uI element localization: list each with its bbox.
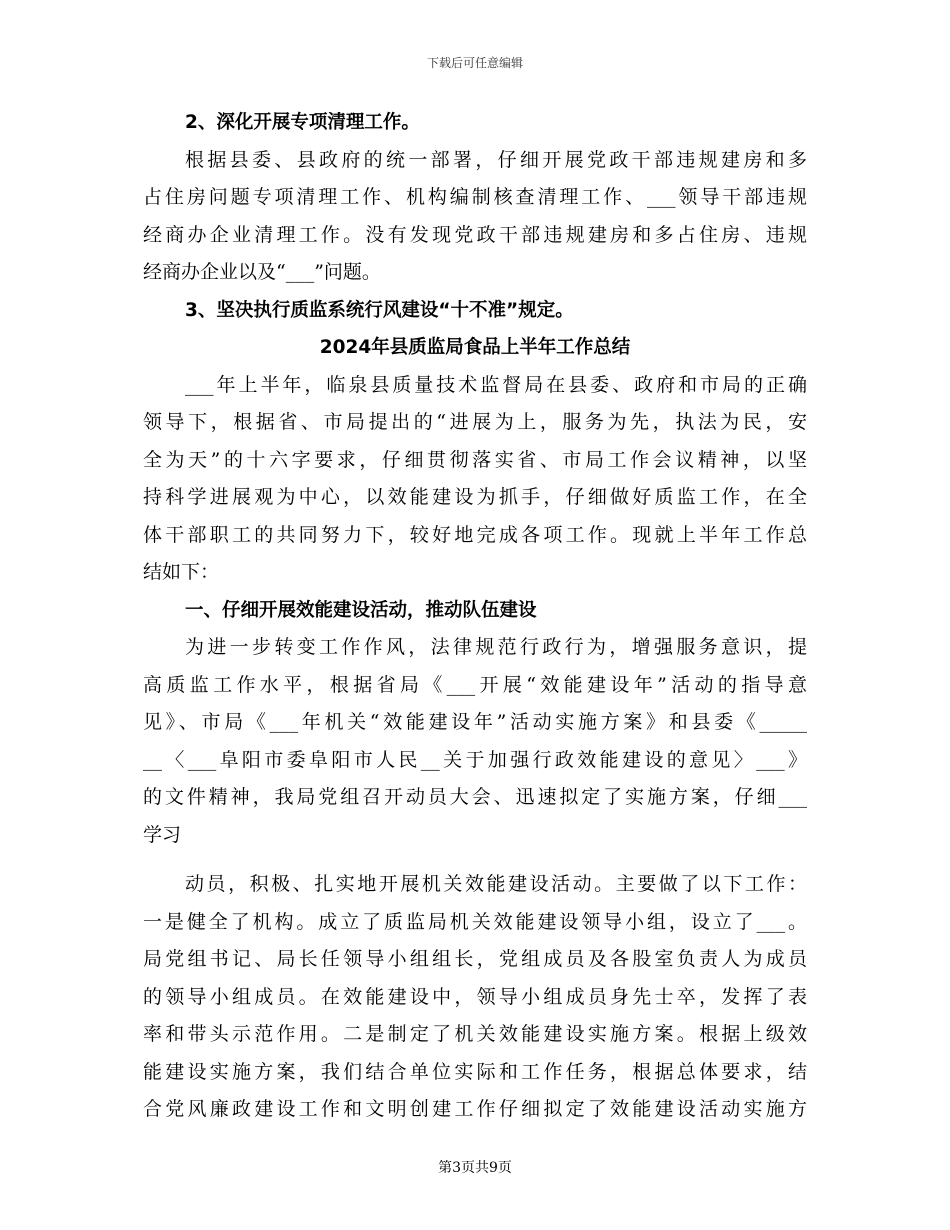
- document-body: [143, 104, 807, 1129]
- paragraph-line: 持科学进展观为中心，以效能建设为抓手，仔细做好质监工作，在全: [143, 486, 807, 508]
- paragraph-line: 率和带头示范作用。二是制定了机关效能建设实施方案。根据上级效: [143, 1023, 807, 1045]
- paragraph-line: 领导下，根据省、市局提出的“进展为上，服务为先，执法为民，安: [143, 411, 807, 433]
- paragraph-line: 结如下：: [143, 561, 220, 583]
- paragraph-line: 经商办企业清理工作。没有发现党政干部违规建房和多占住房、违规: [143, 223, 807, 246]
- page-header-note: 下载后可任意编辑: [426, 56, 523, 70]
- paragraph-line: 合党风廉政建设工作和文明创建工作仔细拟定了效能建设活动实施方: [143, 1098, 807, 1120]
- page-number-footer: 第3页共9页: [438, 1160, 512, 1176]
- document-title: 2024年县质监局食品上半年工作总结: [319, 337, 631, 358]
- paragraph-line: 动员，积极、扎实地开展机关效能建设活动。主要做了以下工作：: [185, 873, 807, 895]
- paragraph-line: 的领导小组成员。在效能建设中，领导小组成员身先士卒，发挥了表: [143, 985, 807, 1008]
- paragraph-gap: [143, 854, 807, 866]
- paragraph-line: 为进一步转变工作作风，法律规范行政行为，增强服务意识，提: [185, 636, 807, 658]
- paragraph-line: ___年上半年，临泉县质量技术监督局在县委、政府和市局的正确: [185, 373, 807, 396]
- paragraph-line: 全为天”的十六字要求，仔细贯彻落实省、市局工作会议精神，以坚: [143, 448, 807, 471]
- paragraph-line: 的文件精神，我局党组召开动员大会、迅速拟定了实施方案，仔细___: [143, 786, 807, 808]
- section-heading-3: 3、坚决执行质监系统行风建设“十不准”规定。: [185, 299, 574, 321]
- paragraph-line: 一是健全了机构。成立了质监局机关效能建设领导小组，设立了___。: [143, 910, 807, 933]
- paragraph-line: 体干部职工的共同努力下，较好地完成各项工作。现就上半年工作总: [143, 523, 807, 546]
- paragraph-line: __〈___阜阳市委阜阳市人民__关于加强行政效能建设的意见〉___》: [143, 748, 807, 771]
- paragraph-line: 局党组书记、局长任领导小组组长，党组成员及各股室负责人为成员: [143, 948, 807, 970]
- paragraph-line: 高质监工作水平，根据省局《___开展“效能建设年”活动的指导意: [143, 673, 807, 696]
- paragraph-line: 能建设实施方案，我们结合单位实际和工作任务，根据总体要求，结: [143, 1060, 807, 1083]
- paragraph-line: 占住房问题专项清理工作、机构编制核查清理工作、___领导干部违规: [143, 186, 807, 208]
- section-heading-2: 2、深化开展专项清理工作。: [185, 112, 420, 133]
- paragraph-line: 学习: [143, 823, 182, 846]
- section-heading-1: 一、仔细开展效能建设活动，推动队伍建设: [185, 599, 537, 621]
- paragraph-line: 见》、市局《___年机关“效能建设年”活动实施方案》和县委《_____: [143, 711, 807, 733]
- paragraph-line: 根据县委、县政府的统一部署，仔细开展党政干部违规建房和多: [185, 148, 807, 171]
- paragraph-line: 经商办企业以及“___”问题。: [143, 261, 381, 283]
